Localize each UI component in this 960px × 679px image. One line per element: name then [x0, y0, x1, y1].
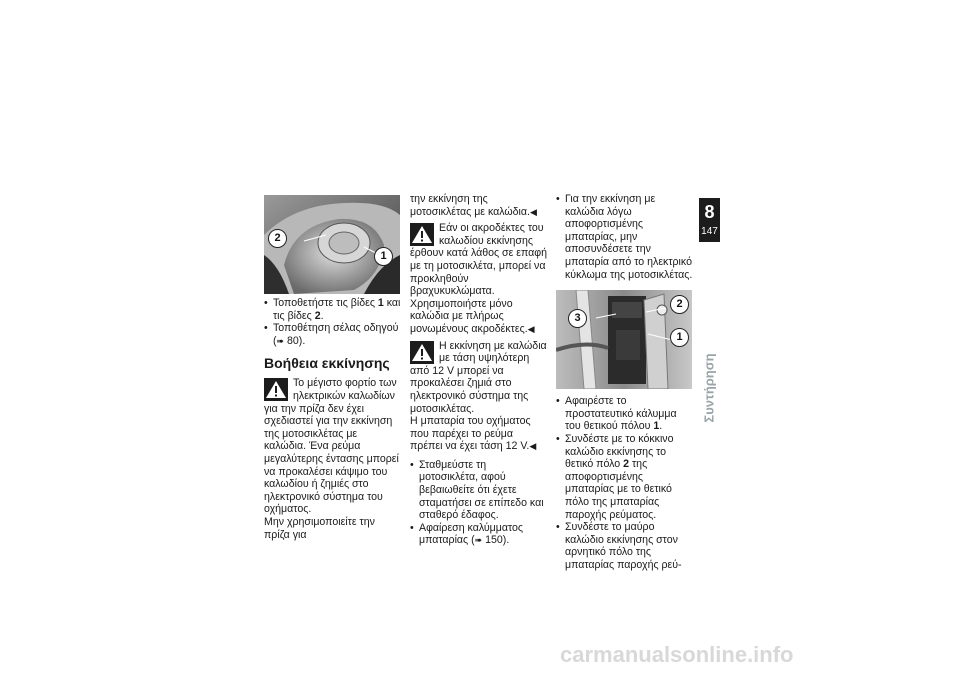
- arrow-reference-icon: ➠: [276, 335, 285, 346]
- arrow-reference-icon: ➠: [474, 535, 483, 546]
- warning-text: Η εκκίνηση με καλώδια με τάση υψηλότερη από 12 V μπορεί να προκαλέσει ζημιά στο ηλεκτρονικό σύστημα της μοτοσικλέτας.: [410, 339, 547, 415]
- callout-1: 1: [670, 328, 689, 347]
- bullet-list-2: [410, 459, 548, 547]
- end-of-section-icon: ◀: [527, 323, 535, 334]
- photo-tank-cover: [264, 195, 400, 294]
- warning-triangle-icon: [264, 378, 288, 401]
- callout-2: 2: [268, 229, 287, 248]
- end-of-section-icon: ◀: [529, 206, 537, 217]
- list-item: • Τοποθετήστε τις βίδες 1 και τις βίδες 2.: [264, 297, 402, 322]
- paragraph: Μην χρησιμοποιείτε την πρίζα για: [264, 515, 375, 541]
- column-2: [410, 193, 548, 547]
- list-item: • Συνδέστε με το κόκκινο καλώδιο εκκίνησης το θετικό πόλο 2 της αποφορτισμένης μπαταρίας με το θετικό πόλο της μπαταρίας παροχής ρεύματος.: [556, 433, 694, 521]
- bullet-list-3a: [556, 193, 694, 281]
- paragraph: Η μπαταρία του οχήματος που παρέχει το ρεύμα πρέπει να έχει τάση 12 V.◀: [410, 415, 537, 453]
- photo-battery-terminals: [556, 290, 692, 389]
- column-3: [556, 193, 694, 571]
- list-item: • Αφαιρέστε το προστατευτικό κάλυμμα του θετικού πόλου 1.: [556, 395, 694, 433]
- paragraph-continued: την εκκίνηση της μοτοσικλέτας με καλώδια.◀: [410, 193, 537, 218]
- page-reference-link[interactable]: 150).: [482, 534, 510, 547]
- list-item: • Σταθμεύστε τη μοτοσικλέτα, αφού βεβαιωθείτε ότι έχετε σταματήσει σε επίπεδο και σταθερό έδαφος.: [410, 459, 548, 522]
- chapter-number: 8: [704, 202, 715, 222]
- warning-triangle-icon: [410, 223, 434, 246]
- chapter-title: Συντήρηση: [701, 353, 717, 423]
- bullet-list-3b: [556, 395, 694, 571]
- watermark: carmanualsonline.info: [560, 642, 794, 667]
- callout-1: 1: [374, 247, 393, 266]
- warning-text: Το μέγιστο φορτίο των ηλεκτρικών καλωδίων για την πρίζα δεν έχει σχεδιαστεί για την εκκίνηση της μοτοσικλέτας με καλώδια. Ένα ρεύμα μεγαλύτερης έντασης μπορεί να προκαλέσει κάψιμο του καλωδίου ή ζημιές στο ηλεκτρονικό σύστημα του οχήματος.: [264, 377, 399, 516]
- warning-triangle-icon: [410, 341, 434, 364]
- end-of-section-icon: ◀: [529, 441, 537, 452]
- callout-2: 2: [670, 295, 689, 314]
- column-1: [264, 195, 402, 541]
- section-title: Βοήθεια εκκίνησης: [264, 355, 390, 372]
- list-item: • Για την εκκίνηση με καλώδια λόγω αποφορτισμένης μπαταρίας, μην αποσυνδέσετε την μπαταρία από το ηλεκτρικό κύκλωμα της μοτοσικλέτας.: [556, 193, 694, 281]
- paragraph: Χρησιμοποιήστε μόνο καλώδια με πλήρως μονωμένους ακροδέκτες.◀: [410, 297, 535, 335]
- bullet-list-1: [264, 297, 402, 347]
- page-number: 147: [701, 226, 718, 237]
- list-item: • Τοποθέτηση σέλας οδηγού (➠ 80).: [264, 322, 402, 347]
- list-item: • Συνδέστε το μαύρο καλώδιο εκκίνησης στον αρνητικό πόλο της μπαταρίας παροχής ρεύ-: [556, 521, 694, 571]
- warning-block: [410, 340, 548, 416]
- warning-block: [410, 222, 548, 298]
- warning-text: Εάν οι ακροδέκτες του καλωδίου εκκίνησης έρθουν κατά λάθος σε επαφή με τη μοτοσικλέτα, μπορεί να προκληθούν βραχυκυκλώματα.: [410, 222, 548, 298]
- list-item: • Αφαίρεση καλύμματος μπαταρίας (➠ 150).: [410, 522, 548, 547]
- warning-block: [264, 377, 402, 516]
- callout-3: 3: [568, 309, 587, 328]
- page-reference-link[interactable]: 80).: [284, 334, 306, 347]
